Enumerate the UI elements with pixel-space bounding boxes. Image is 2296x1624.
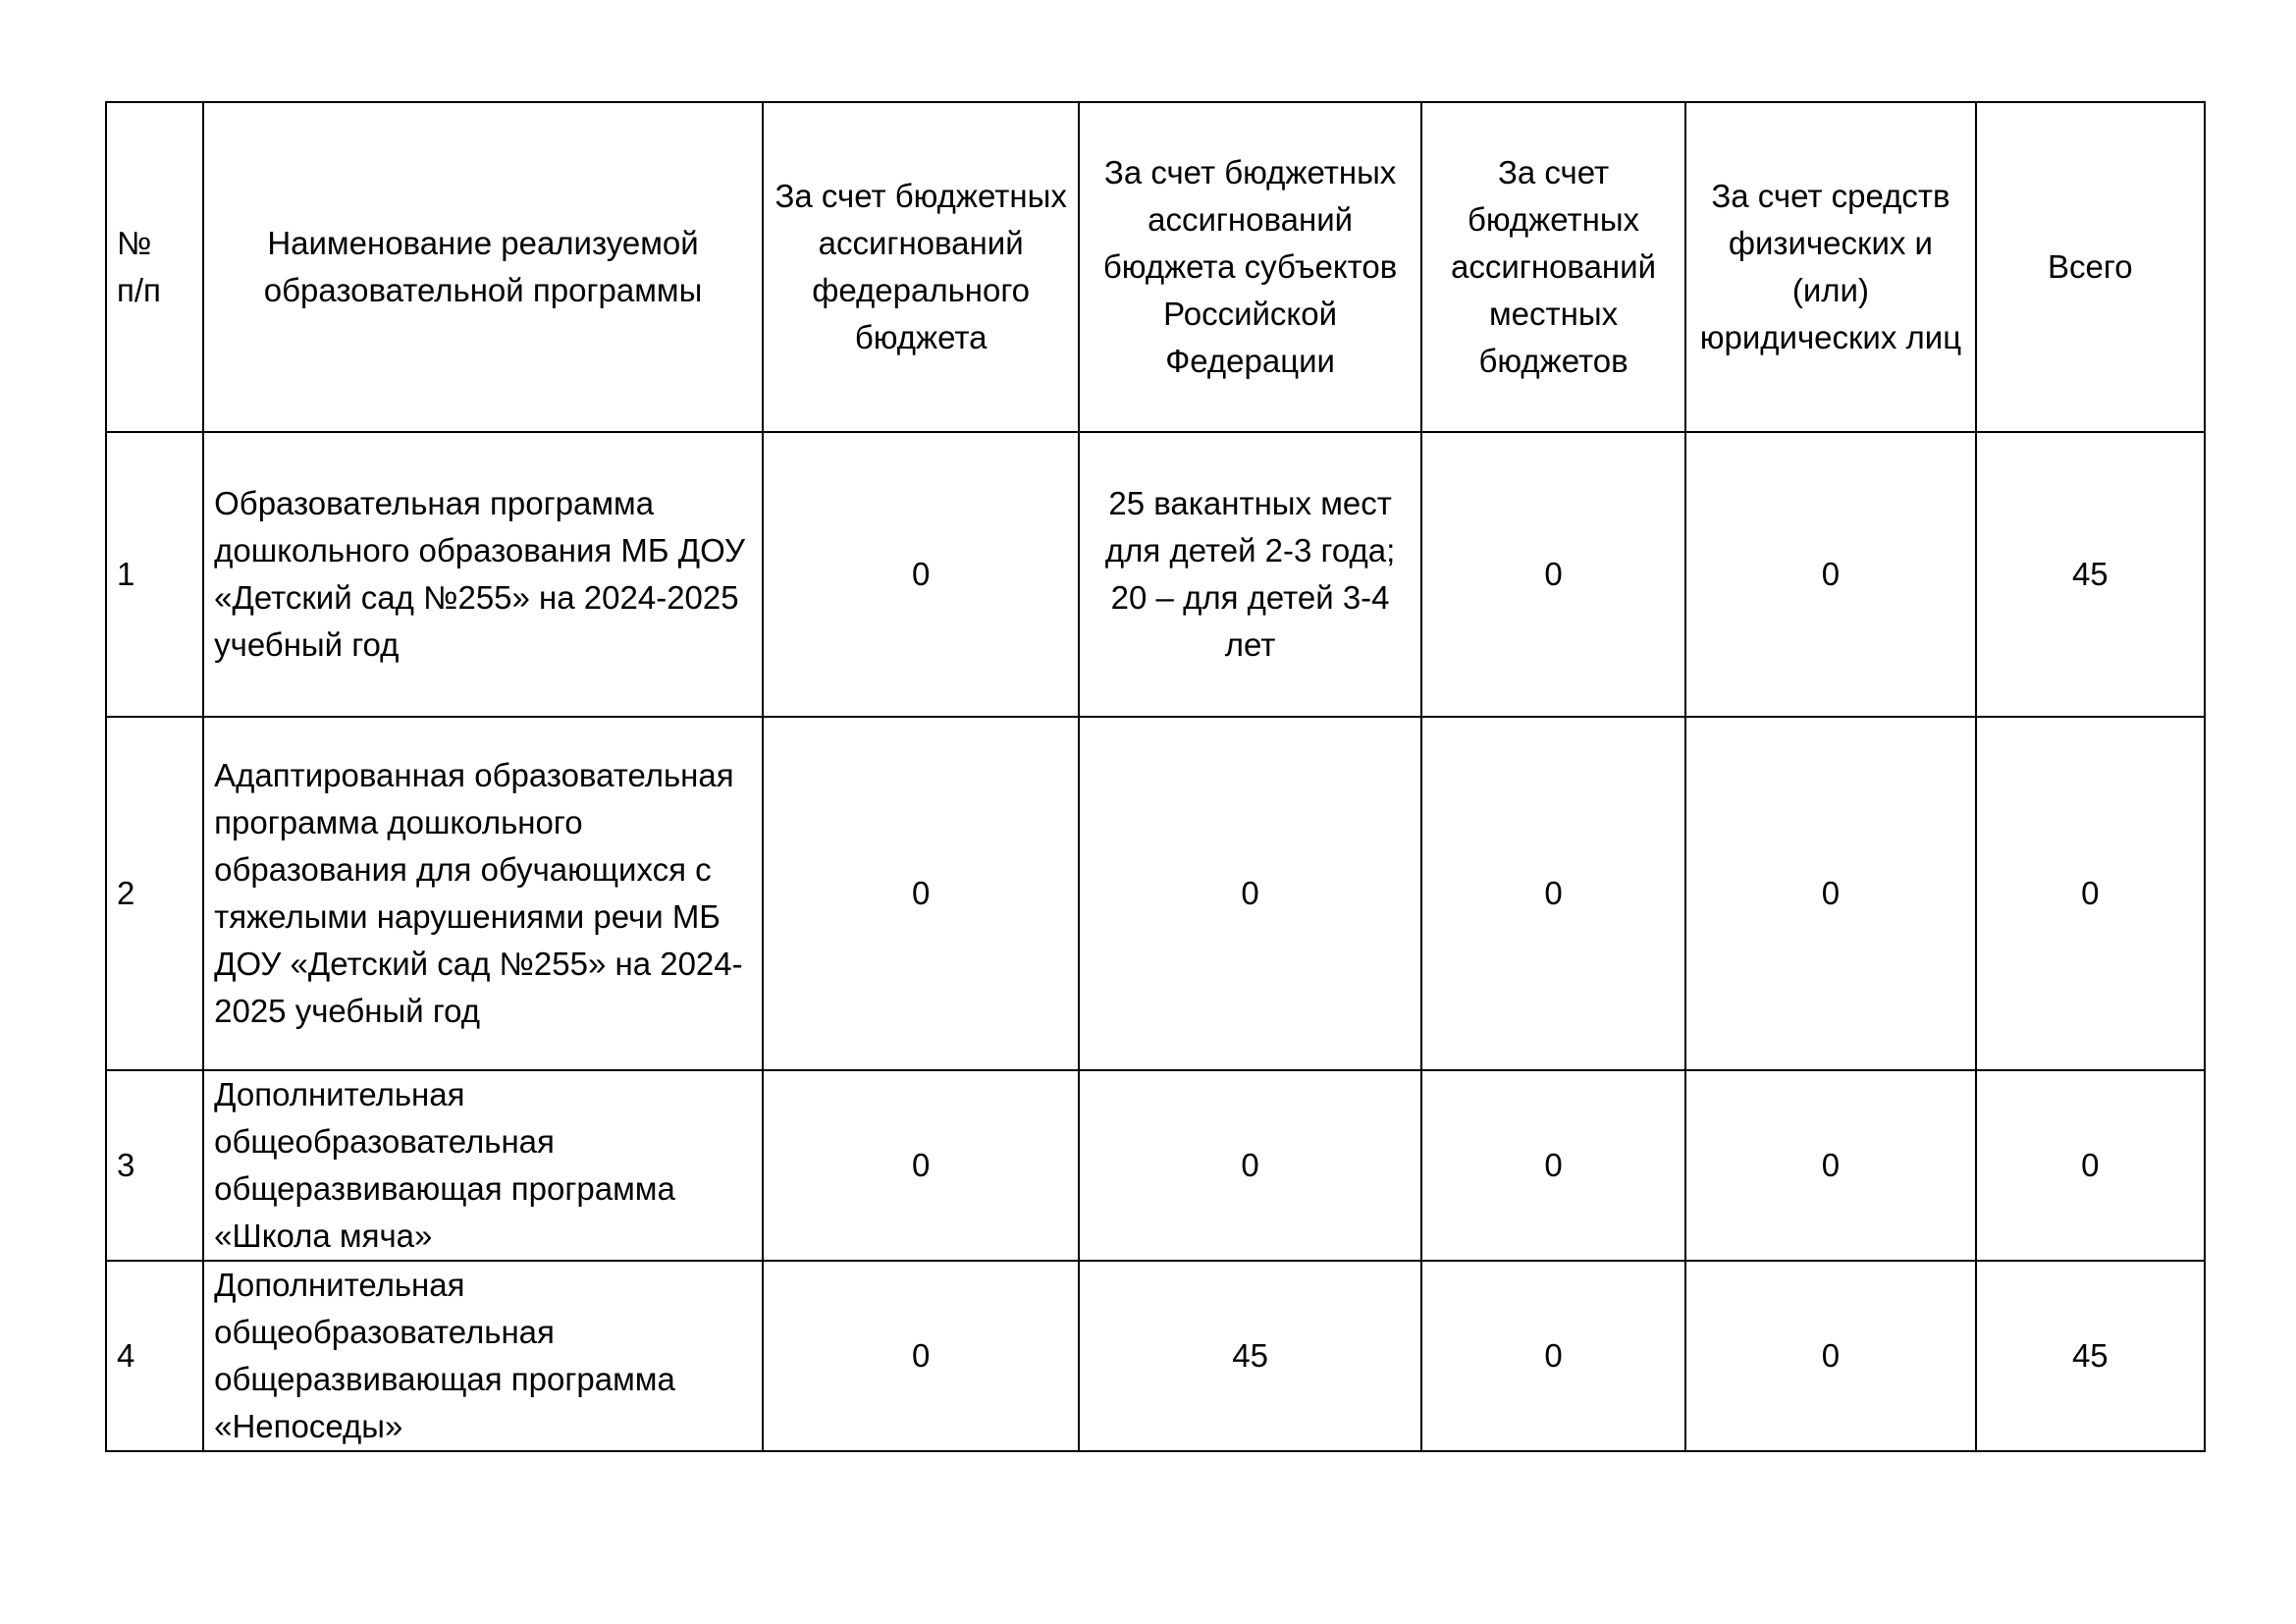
programs-table xyxy=(105,101,2206,1452)
table-header-row xyxy=(106,102,2205,432)
header-subject-budget: За счет бюджетных ассигнований бюджета субъектов Российской Федерации xyxy=(1079,102,1420,432)
cell-local: 0 xyxy=(1421,717,1685,1070)
cell-local: 0 xyxy=(1421,432,1685,717)
cell-number: 4 xyxy=(106,1261,203,1451)
cell-physical: 0 xyxy=(1685,717,1975,1070)
header-number: № п/п xyxy=(106,102,203,432)
cell-total: 0 xyxy=(1976,717,2205,1070)
cell-number: 2 xyxy=(106,717,203,1070)
cell-subject: 45 xyxy=(1079,1261,1420,1451)
cell-physical: 0 xyxy=(1685,1070,1975,1261)
cell-program-name: Адаптированная образовательная программа дошкольного образования для обучающихся с тяжелыми нарушениями речи МБ ДОУ «Детский сад №255» на 2024-2025 учебный год xyxy=(203,717,763,1070)
cell-number: 1 xyxy=(106,432,203,717)
cell-federal: 0 xyxy=(763,432,1079,717)
header-physical-legal: За счет средств физических и (или) юридических лиц xyxy=(1685,102,1975,432)
header-federal-budget: За счет бюджетных ассигнований федерального бюджета xyxy=(763,102,1079,432)
cell-subject: 25 вакантных мест для детей 2-3 года; 20 – для детей 3-4 лет xyxy=(1079,432,1420,717)
header-local-budget: За счет бюджетных ассигнований местных бюджетов xyxy=(1421,102,1685,432)
header-total: Всего xyxy=(1976,102,2205,432)
cell-program-name: Дополнительная общеобразовательная общеразвивающая программа «Школа мяча» xyxy=(203,1070,763,1261)
cell-subject: 0 xyxy=(1079,717,1420,1070)
cell-federal: 0 xyxy=(763,1070,1079,1261)
table-row xyxy=(106,717,2205,1070)
cell-subject: 0 xyxy=(1079,1070,1420,1261)
table-row xyxy=(106,432,2205,717)
cell-physical: 0 xyxy=(1685,432,1975,717)
cell-total: 45 xyxy=(1976,432,2205,717)
cell-local: 0 xyxy=(1421,1261,1685,1451)
cell-program-name: Дополнительная общеобразовательная общеразвивающая программа «Непоседы» xyxy=(203,1261,763,1451)
cell-total: 45 xyxy=(1976,1261,2205,1451)
cell-federal: 0 xyxy=(763,1261,1079,1451)
table-row xyxy=(106,1070,2205,1261)
cell-physical: 0 xyxy=(1685,1261,1975,1451)
cell-total: 0 xyxy=(1976,1070,2205,1261)
cell-number: 3 xyxy=(106,1070,203,1261)
table-row xyxy=(106,1261,2205,1451)
header-program-name: Наименование реализуемой образовательной программы xyxy=(203,102,763,432)
cell-program-name: Образовательная программа дошкольного образования МБ ДОУ «Детский сад №255» на 2024-2025 учебный год xyxy=(203,432,763,717)
cell-federal: 0 xyxy=(763,717,1079,1070)
cell-local: 0 xyxy=(1421,1070,1685,1261)
